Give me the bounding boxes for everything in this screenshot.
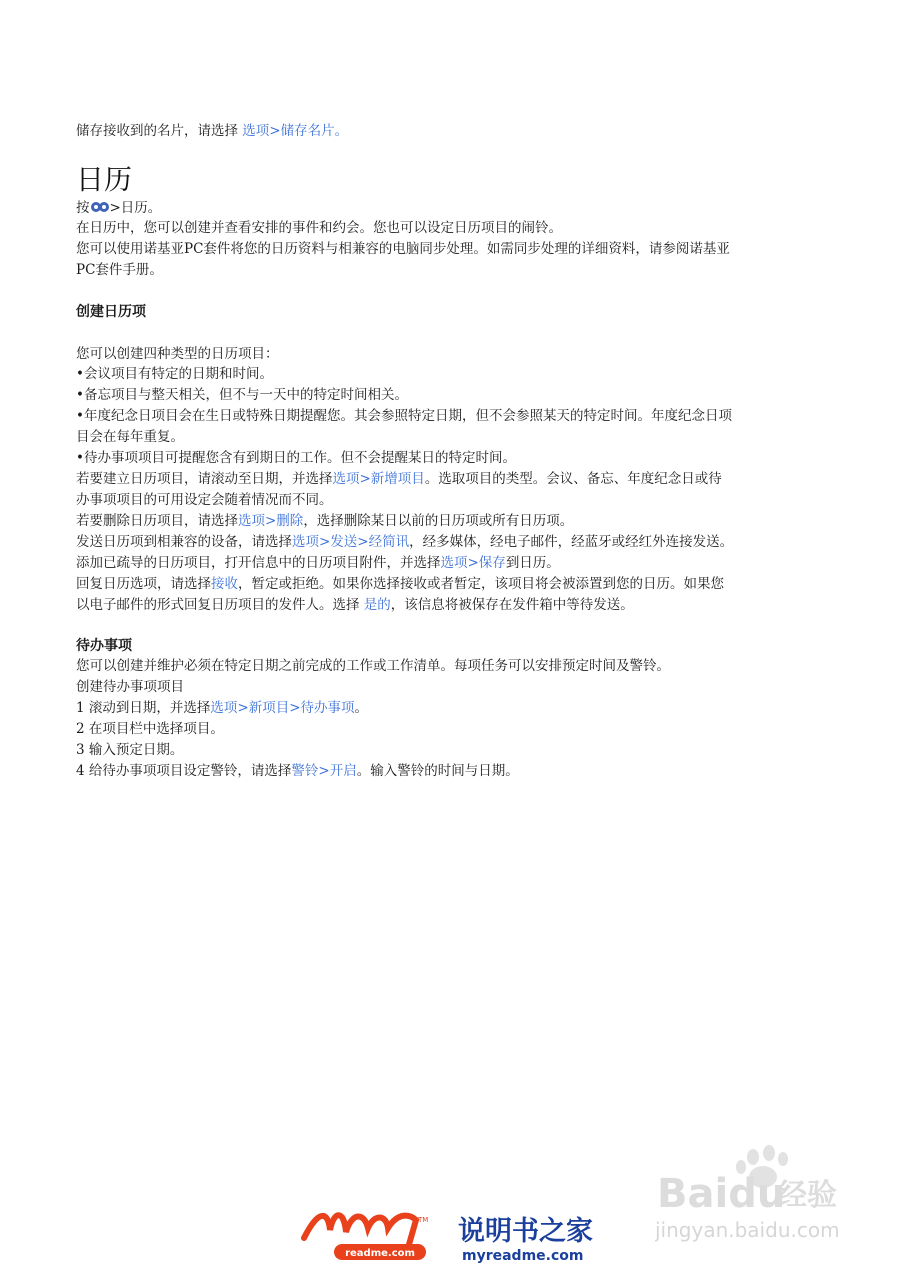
intro-link[interactable]: 选项>储存名片。 — [242, 123, 349, 139]
site-url: myreadme.com — [462, 1248, 584, 1264]
site-name-cn: 说明书之家 — [458, 1216, 593, 1247]
bullet-item: •会议项目有特定的日期和时间。 — [76, 366, 273, 382]
text: 1 滚动到日期，并选择 — [76, 700, 211, 716]
text: ，暂定或拒绝。如果你选择接收或者暂定，该项目将会被添置到您的日历。如果您 — [238, 576, 724, 592]
text: ，经多媒体，经电子邮件，经蓝牙或经红外连接发送。 — [409, 534, 734, 550]
watermark-url: jingyan.baidu.com — [655, 1218, 840, 1242]
paragraph: 您可以使用诺基亚PC套件将您的日历资料与相兼容的电脑同步处理。如需同步处理的详细资料，请参阅诺基亚 — [76, 241, 730, 257]
press-text: 按 — [76, 200, 90, 216]
step-item — [76, 698, 368, 718]
send-line — [76, 532, 733, 552]
baidu-watermark — [655, 1145, 855, 1245]
my-script-logo — [304, 1215, 416, 1248]
text: 发送日历项到相兼容的设备，请选择 — [76, 534, 292, 550]
press-text-after: >日历。 — [109, 200, 162, 216]
reply-line — [76, 595, 634, 615]
create-line — [76, 469, 722, 489]
reply-line — [76, 574, 724, 594]
text: 添加已疏导的日历项目，打开信息中的日历项目附件，并选择 — [76, 555, 441, 571]
menu-path-link[interactable]: 选项>保存 — [440, 555, 506, 571]
section-heading: 待办事项 — [76, 638, 132, 654]
paragraph: 创建待办事项项目 — [76, 679, 184, 695]
add-line — [76, 553, 560, 573]
text: 。输入警铃的时间与日期。 — [356, 763, 519, 779]
bullet-item: •待办事项项目可提醒您含有到期日的工作。但不会提醒某日的特定时间。 — [76, 450, 516, 466]
paragraph: 在日历中，您可以创建并查看安排的事件和约会。您也可以设定日历项目的闹铃。 — [76, 220, 562, 236]
text: 以电子邮件的形式回复日历项目的发件人。选择 — [76, 597, 364, 613]
text: 。选取项目的类型。会议、备忘、年度纪念日或待 — [424, 471, 722, 487]
paragraph: 办事项项目的可用设定会随着情况而不同。 — [76, 492, 333, 508]
paragraph: PC套件手册。 — [76, 262, 163, 278]
text: ，该信息将被保存在发件箱中等待发送。 — [390, 597, 634, 613]
text: 。 — [354, 700, 369, 716]
step-item — [76, 761, 519, 781]
menu-path-link[interactable]: 选项>新增项目 — [332, 471, 425, 487]
menu-path-link[interactable]: 选项>删除 — [238, 513, 304, 529]
text: 到日历。 — [505, 555, 560, 571]
paragraph: 您可以创建四种类型的日历项目： — [76, 346, 279, 362]
paragraph: 您可以创建并维护必须在特定日期之前完成的工作或工作清单。每项任务可以安排预定时间及警铃。 — [76, 658, 670, 674]
page-title: 日历 — [76, 163, 133, 196]
menu-path-link[interactable]: 选项>新项目>待办事项 — [210, 700, 355, 716]
delete-line — [76, 511, 573, 531]
menu-key-icon — [90, 200, 110, 214]
readme-badge-text: readme.com — [345, 1248, 415, 1259]
text: 若要删除日历项目，请选择 — [76, 513, 238, 529]
section-heading: 创建日历项 — [76, 304, 146, 320]
menu-path-link[interactable]: 是的 — [363, 597, 391, 613]
bullet-item: •年度纪念日项目会在生日或特殊日期提醒您。其会参照特定日期，但不会参照某天的特定时间。年度纪念日项 — [76, 408, 732, 424]
trademark-mark: TM — [418, 1216, 429, 1224]
step-item: 3 输入预定日期。 — [76, 742, 184, 758]
bullet-item: 目会在每年重复。 — [76, 429, 184, 445]
footer-logo[interactable] — [300, 1208, 610, 1268]
intro-line — [76, 121, 348, 141]
menu-path-link[interactable]: 警铃>开启 — [291, 763, 357, 779]
text: 回复日历选项，请选择 — [76, 576, 211, 592]
watermark-brand: Baidu — [657, 1171, 786, 1217]
bullet-item: •备忘项目与整天相关，但不与一天中的特定时间相关。 — [76, 387, 408, 403]
press-line — [76, 198, 161, 218]
step-item: 2 在项目栏中选择项目。 — [76, 721, 224, 737]
text: ，选择删除某日以前的日历项或所有日历项。 — [303, 513, 574, 529]
text: 若要建立日历项目，请滚动至日期，并选择 — [76, 471, 333, 487]
text: 4 给待办事项项目设定警铃，请选择 — [76, 763, 292, 779]
menu-path-link[interactable]: 选项>发送>经简讯 — [292, 534, 410, 550]
watermark-brand-cn: 经验 — [777, 1178, 837, 1213]
intro-text: 储存接收到的名片，请选择 — [76, 123, 243, 139]
menu-path-link[interactable]: 接收 — [211, 576, 238, 592]
